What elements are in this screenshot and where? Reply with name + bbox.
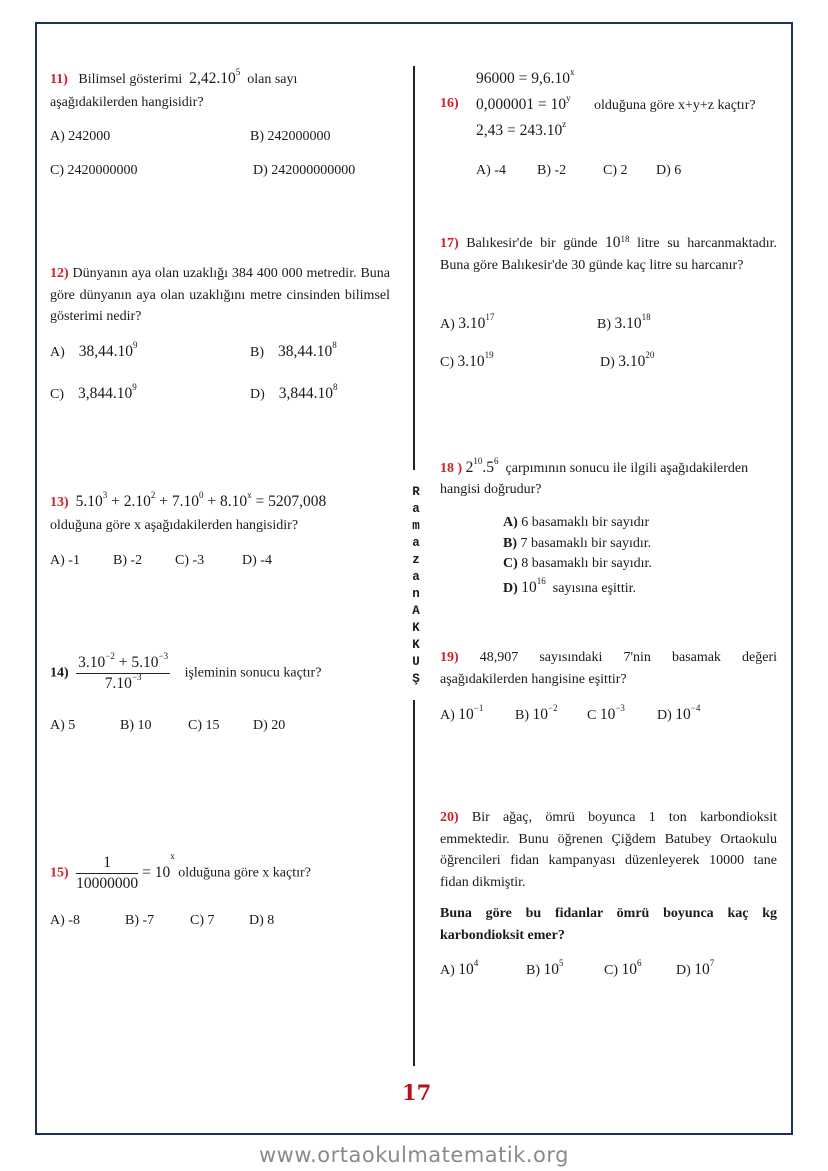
option-label: A) — [50, 553, 65, 568]
option-value: 10 — [137, 718, 152, 733]
option-value: 10 — [675, 706, 691, 723]
option-exponent: 17 — [485, 312, 495, 322]
question-text: olduğuna göre x+y+z kaçtır? — [594, 98, 756, 113]
option-value: 10 — [621, 961, 637, 978]
option-label: C) — [188, 718, 202, 733]
option-value: 8 — [267, 913, 275, 928]
option-exponent: 19 — [484, 350, 494, 360]
math-expression — [465, 456, 499, 476]
column-divider-top — [413, 66, 415, 470]
question-11-stem — [50, 67, 298, 88]
option-text: sayısına eşittir. — [545, 581, 636, 596]
option-label: A) — [50, 345, 65, 360]
option-a — [50, 129, 110, 145]
question-number: 14) — [50, 665, 69, 681]
option-exponent: 6 — [637, 958, 642, 968]
math-exponent: z — [562, 119, 567, 129]
option-c — [587, 703, 625, 724]
option-value: 3,844.10 — [278, 385, 334, 402]
option-label: D) — [503, 581, 518, 596]
author-letter: z — [412, 553, 420, 567]
math-term: 5.10 — [75, 493, 103, 510]
option-value: -1 — [68, 553, 80, 568]
option-b — [250, 340, 337, 361]
option-label: B) — [597, 317, 611, 332]
option-value: 38,44.10 — [278, 343, 333, 360]
option-d — [503, 576, 636, 597]
option-c — [603, 163, 628, 179]
author-letter: A — [412, 604, 420, 618]
option-exponent: 20 — [645, 350, 655, 360]
option-label: C) — [603, 163, 617, 178]
option-label: B) — [113, 553, 127, 568]
option-a — [440, 312, 495, 333]
math-term: = 10 — [142, 863, 171, 881]
option-a — [50, 913, 80, 929]
math-term: 2 — [465, 459, 474, 476]
question-text: 48,907 sayısındaki 7'nin basamak değeri aşağıdakilerden hangisine eşittir? — [440, 650, 777, 687]
option-exponent: 5 — [559, 958, 564, 968]
option-label: C) — [190, 913, 204, 928]
option-a — [476, 163, 506, 179]
author-letter: a — [412, 502, 420, 516]
question-number: 19) — [440, 650, 459, 665]
math-term: + 8.10 — [203, 493, 248, 510]
option-d — [600, 350, 655, 371]
option-label: A) — [50, 913, 65, 928]
author-letter: K — [412, 638, 420, 652]
option-c — [188, 718, 220, 734]
option-value: 10 — [532, 706, 548, 723]
math-term: 2,43 = 243.10 — [476, 122, 563, 139]
author-letter: m — [412, 519, 420, 533]
question-number: 18 ) — [440, 461, 463, 476]
option-label: C) — [50, 163, 64, 178]
author-vertical-text — [409, 484, 423, 688]
option-label: D) — [600, 355, 615, 370]
author-letter: R — [412, 485, 420, 499]
math-exponent: −2 — [105, 651, 115, 661]
option-exponent: −4 — [690, 703, 701, 713]
option-value: -2 — [554, 163, 567, 178]
option-value: 10 — [521, 579, 537, 596]
math-expression — [189, 67, 241, 87]
math-exponent: 0 — [199, 490, 204, 500]
option-exponent: 9 — [133, 340, 138, 350]
option-b — [125, 913, 154, 929]
math-term: 96000 = 9,6.10 — [476, 70, 570, 87]
option-value: 6 basamaklı bir sayıdır — [521, 515, 650, 530]
option-label: C) — [503, 556, 518, 571]
option-c — [190, 913, 215, 929]
author-letter: n — [412, 587, 420, 601]
fraction-denominator — [76, 674, 170, 693]
option-value: 3.10 — [618, 353, 646, 370]
option-label: D) — [657, 708, 672, 723]
question-text: işleminin sonucu kaçtır? — [184, 665, 322, 681]
question-text: çarpımının sonucu ile ilgili aşağıdakilerden — [505, 461, 749, 476]
page-number: 17 — [402, 1080, 432, 1105]
option-value: 3.10 — [457, 353, 485, 370]
option-label: C) — [50, 387, 64, 402]
option-value: -8 — [68, 913, 80, 928]
option-label: C) — [440, 355, 454, 370]
option-b — [537, 163, 566, 179]
question-text: Bilimsel gösterimi — [78, 72, 183, 87]
footer-watermark-url: www.ortaokulmatematik.org — [258, 1143, 570, 1167]
option-d — [253, 163, 355, 179]
option-c — [50, 163, 138, 179]
option-value: 38,44.10 — [78, 343, 134, 360]
option-label: A) — [440, 317, 455, 332]
option-d — [250, 382, 338, 403]
option-a — [50, 553, 80, 569]
question-17-stem — [440, 232, 777, 276]
fraction — [76, 651, 170, 693]
question-text: Balıkesir'de bir günde — [466, 236, 598, 251]
option-value: 10 — [694, 961, 710, 978]
option-value: 7 — [207, 913, 215, 928]
column-divider-bottom — [413, 700, 415, 1066]
question-16-equation-x — [476, 67, 575, 88]
option-d — [253, 718, 285, 734]
option-value: 3.10 — [614, 315, 642, 332]
question-text: litre su harcanmaktadır. Buna göre Balıkesir'de 30 günde kaç litre su harcanır? — [440, 236, 778, 273]
question-16-stem — [440, 96, 459, 112]
option-value: 7 basamaklı bir sayıdır. — [520, 536, 652, 551]
fraction-numerator: 1 — [76, 854, 138, 874]
question-number: 12) — [50, 266, 69, 281]
option-exponent: 16 — [536, 576, 546, 586]
question-number: 20) — [440, 810, 459, 825]
fraction-denominator: 10000000 — [76, 875, 139, 892]
option-a — [50, 718, 75, 734]
math-exponent: −3 — [131, 672, 142, 682]
question-20-prompt: Buna göre bu fidanlar ömrü boyunca kaç kg karbondioksit emer? — [440, 906, 777, 943]
option-exponent: 9 — [132, 382, 137, 392]
option-exponent: 7 — [709, 958, 715, 968]
question-16-equation-y — [476, 93, 571, 114]
author-letter: Ş — [412, 672, 420, 686]
option-value: 10 — [458, 706, 474, 723]
question-number: 15) — [50, 865, 69, 881]
question-number: 13) — [50, 495, 69, 510]
question-number: 11) — [50, 72, 68, 87]
fraction — [76, 854, 138, 893]
question-16-equation-z — [476, 119, 567, 140]
math-term: + 5.10 — [114, 654, 159, 671]
math-term: 10 — [605, 234, 621, 251]
question-number: 16) — [440, 96, 459, 111]
math-exponent: x — [570, 67, 575, 77]
math-exponent: 6 — [494, 456, 499, 466]
math-expression — [75, 490, 327, 510]
option-label: A) — [440, 963, 455, 978]
option-a — [50, 340, 138, 361]
question-text: Dünyanın aya olan uzaklığı 384 400 000 metredir. Buna göre dünyanın aya olan uzaklığını metre cinsinden bilimsel gösterimi nedir? — [50, 266, 391, 324]
option-label: A) — [50, 718, 65, 733]
option-value: 242000 — [68, 129, 111, 144]
math-exponent: x — [247, 490, 252, 500]
question-19-stem — [440, 647, 777, 690]
author-letter: a — [412, 570, 420, 584]
option-label: B) — [526, 963, 540, 978]
question-text: olduğuna göre x aşağıdakilerden hangisidir? — [50, 518, 299, 533]
math-term: 7.10 — [104, 675, 132, 692]
author-letter: K — [412, 621, 420, 635]
option-label: A) — [503, 515, 518, 530]
author-letter: U — [412, 655, 420, 669]
math-exponent: 2 — [150, 490, 156, 500]
option-value: 10 — [458, 961, 474, 978]
option-value: 242000000000 — [271, 163, 356, 178]
option-exponent: 18 — [641, 312, 651, 322]
option-exponent: 8 — [333, 382, 338, 392]
option-value: -4 — [260, 553, 272, 568]
question-15-stem — [50, 851, 311, 893]
option-label: D) — [249, 913, 264, 928]
option-exponent: −2 — [548, 703, 558, 713]
option-label: C) — [175, 553, 189, 568]
option-b — [597, 312, 651, 333]
option-c — [604, 958, 642, 979]
question-20-stem — [440, 807, 777, 893]
option-c — [503, 556, 652, 572]
option-b — [515, 703, 558, 724]
option-label: C — [587, 708, 597, 723]
option-a — [503, 515, 649, 531]
option-value: 10 — [543, 961, 559, 978]
question-text: aşağıdakilerden hangisidir? — [50, 95, 204, 110]
math-exponent: 3 — [102, 490, 108, 500]
option-value: -3 — [192, 553, 205, 568]
option-value: 2420000000 — [67, 163, 138, 178]
math-exponent: x — [170, 851, 175, 861]
option-label: B) — [250, 345, 264, 360]
question-13-stem — [50, 490, 327, 511]
math-exponent: 10 — [473, 456, 483, 466]
option-d — [657, 703, 701, 724]
math-exponent: y — [566, 93, 571, 103]
question-text: olan sayı — [247, 72, 298, 87]
option-value: 8 basamaklı bir sayıdır. — [521, 556, 652, 571]
question-text: hangisi doğrudur? — [440, 482, 542, 497]
fraction-numerator — [76, 651, 170, 674]
option-label: B) — [250, 129, 264, 144]
option-label: D) — [250, 387, 265, 402]
question-14-stem — [50, 651, 322, 693]
option-exponent: −1 — [473, 703, 484, 713]
math-term: .5 — [482, 459, 495, 476]
option-label: B) — [125, 913, 139, 928]
option-label: B) — [120, 718, 134, 733]
option-value: -7 — [142, 913, 155, 928]
option-label: B) — [503, 536, 517, 551]
option-b — [120, 718, 152, 734]
option-label: A) — [440, 708, 455, 723]
math-term: 0,000001 = 10 — [476, 96, 567, 113]
option-label: D) — [242, 553, 257, 568]
option-value: 242000000 — [267, 129, 331, 144]
question-number: 17) — [440, 236, 459, 251]
option-b — [113, 553, 142, 569]
option-value: 3,844.10 — [78, 385, 133, 402]
option-d — [656, 163, 681, 179]
math-base: 2,42.10 — [189, 70, 236, 87]
option-label: D) — [656, 163, 671, 178]
question-18-stem — [440, 456, 749, 477]
math-term: + 2.10 — [107, 493, 151, 510]
option-a — [440, 703, 484, 724]
option-d — [676, 958, 715, 979]
question-text: Bir ağaç, ömrü boyunca 1 ton karbondioksit emmektedir. Bunu öğrenen Çiğdem Batubey Ortaokulu öğrencileri fidan kampanyası düzenleyerek 10000 tane fidan dikmiştir. — [440, 810, 777, 890]
option-label: C) — [604, 963, 618, 978]
question-text: olduğuna göre x kaçtır? — [178, 865, 311, 881]
math-exponent: −3 — [158, 651, 169, 661]
option-a — [440, 958, 479, 979]
math-term: = 5207,008 — [251, 493, 327, 510]
option-label: A) — [50, 129, 65, 144]
option-label: D) — [676, 963, 691, 978]
option-c — [440, 350, 494, 371]
option-exponent: 4 — [473, 958, 479, 968]
option-label: B) — [515, 708, 529, 723]
option-value: 5 — [68, 718, 76, 733]
option-b — [526, 958, 564, 979]
option-value: -2 — [130, 553, 143, 568]
option-c — [175, 553, 204, 569]
option-exponent: 8 — [332, 340, 337, 350]
option-d — [249, 913, 274, 929]
option-d — [242, 553, 272, 569]
math-term: 3.10 — [78, 654, 106, 671]
option-b — [250, 129, 331, 145]
math-expression — [605, 234, 630, 251]
option-label: B) — [537, 163, 551, 178]
math-term: + 7.10 — [155, 493, 200, 510]
option-value: 6 — [674, 163, 682, 178]
question-12-stem — [50, 263, 390, 328]
math-exponent: 5 — [235, 67, 241, 77]
option-label: A) — [476, 163, 491, 178]
option-value: 15 — [205, 718, 220, 733]
option-b — [503, 536, 651, 552]
option-value: 3.10 — [458, 315, 486, 332]
option-exponent: −3 — [615, 703, 625, 713]
option-value: -4 — [494, 163, 506, 178]
author-letter: a — [412, 536, 420, 550]
option-label: D) — [253, 718, 268, 733]
option-label: D) — [253, 163, 268, 178]
option-c — [50, 382, 137, 403]
math-exponent: 18 — [620, 234, 630, 244]
option-value: 20 — [271, 718, 286, 733]
option-value: 10 — [599, 706, 616, 723]
math-expression — [142, 851, 175, 881]
option-value: 2 — [620, 163, 628, 178]
